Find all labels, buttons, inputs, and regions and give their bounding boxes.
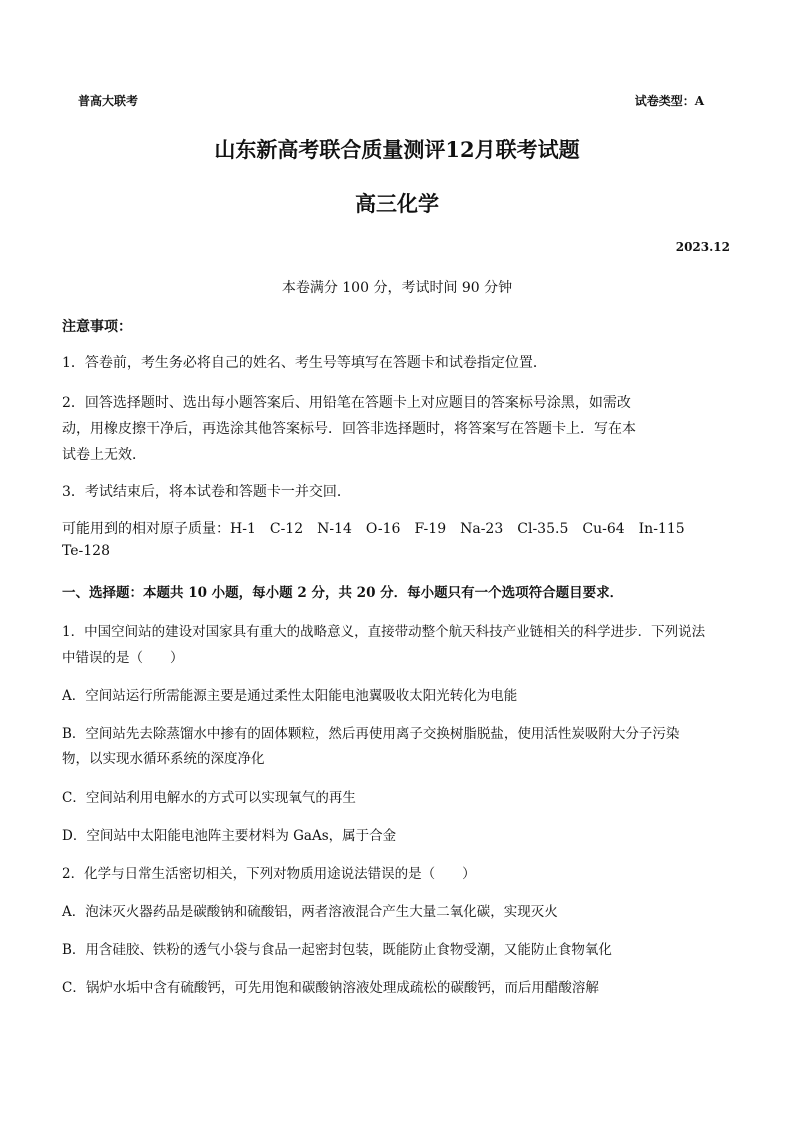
- header-right: 试卷类型：A: [634, 94, 704, 108]
- notice-item-2-line-3: 试卷上无效．: [62, 447, 146, 463]
- exam-date: 2023.12: [675, 240, 730, 254]
- question-1-option-b-line-2: 物，以实现水循环系统的深度净化: [62, 751, 265, 767]
- question-1-option-d: D．空间站中太阳能电池阵主要材料为 GaAs，属于合金: [62, 828, 397, 844]
- atom-mass: In-115: [638, 521, 685, 537]
- atom-mass: N-14: [317, 521, 352, 537]
- exam-info: 本卷满分 100 分，考试时间 90 分钟: [281, 280, 513, 296]
- notice-item-3: 3．考试结束后，将本试卷和答题卡一并交回．: [62, 484, 351, 500]
- question-1-option-c: C．空间站利用电解水的方式可以实现氧气的再生: [62, 790, 356, 806]
- question-2-option-b: B．用含硅胶、铁粉的透气小袋与食品一起密封包装，既能防止食物受潮，又能防止食物氧化: [62, 942, 612, 958]
- atomic-masses: [62, 518, 734, 538]
- header-left: 普高大联考: [78, 94, 139, 108]
- question-1-stem-line-1: 1．中国空间站的建设对国家具有重大的战略意义，直接带动整个航天科技产业链相关的科学进步．下列说法: [62, 624, 706, 640]
- notice-item-2-line-2: 动，用橡皮擦干净后，再选涂其他答案标号．回答非选择题时，将答案写在答题卡上．写在本: [62, 421, 636, 437]
- question-1-option-a: A．空间站运行所需能源主要是通过柔性太阳能电池翼吸收太阳光转化为电能: [62, 688, 518, 704]
- atom-mass: Na-23: [460, 521, 504, 537]
- atom-mass: Cu-64: [582, 521, 625, 537]
- subject-title: 高三化学: [355, 191, 439, 216]
- atomic-masses-label: 可能用到的相对原子质量：: [62, 521, 230, 537]
- notice-item-2-line-1: 2．回答选择题时、选出每小题答案后、用铅笔在答题卡上对应题目的答案标号涂黑，如需改: [62, 395, 631, 411]
- notice-heading: 注意事项：: [62, 319, 132, 335]
- atom-mass: H-1: [230, 521, 256, 537]
- notice-item-1: 1．答卷前，考生务必将自己的姓名、考生号等填写在答题卡和试卷指定位置．: [62, 355, 547, 371]
- atom-mass: O-16: [365, 521, 401, 537]
- atomic-masses-line-2: Te-128: [62, 543, 110, 559]
- page-title: 山东新高考联合质量测评12月联考试题: [214, 137, 580, 162]
- atom-mass: C-12: [269, 521, 304, 537]
- atom-mass: Cl-35.5: [517, 521, 569, 537]
- question-2-option-c: C．锅炉水垢中含有硫酸钙，可先用饱和碳酸钠溶液处理成疏松的碳酸钙，而后用醋酸溶解: [62, 980, 599, 996]
- question-2-option-a: A．泡沫灭火器药品是碳酸钠和硫酸铝，两者溶液混合产生大量二氧化碳，实现灭火: [62, 904, 558, 920]
- question-1-stem-line-2: 中错误的是（ ）: [62, 650, 184, 666]
- question-1-option-b-line-1: B．空间站先去除蒸馏水中掺有的固体颗粒，然后再使用离子交换树脂脱盐，使用活性炭吸附大分子污染: [62, 726, 680, 742]
- section-1-heading: 一、选择题：本题共 10 小题，每小题 2 分，共 20 分．每小题只有一个选项符合题目要求．: [62, 585, 624, 601]
- question-2-stem: 2．化学与日常生活密切相关，下列对物质用途说法错误的是（ ）: [62, 866, 476, 882]
- atom-mass: F-19: [414, 521, 447, 537]
